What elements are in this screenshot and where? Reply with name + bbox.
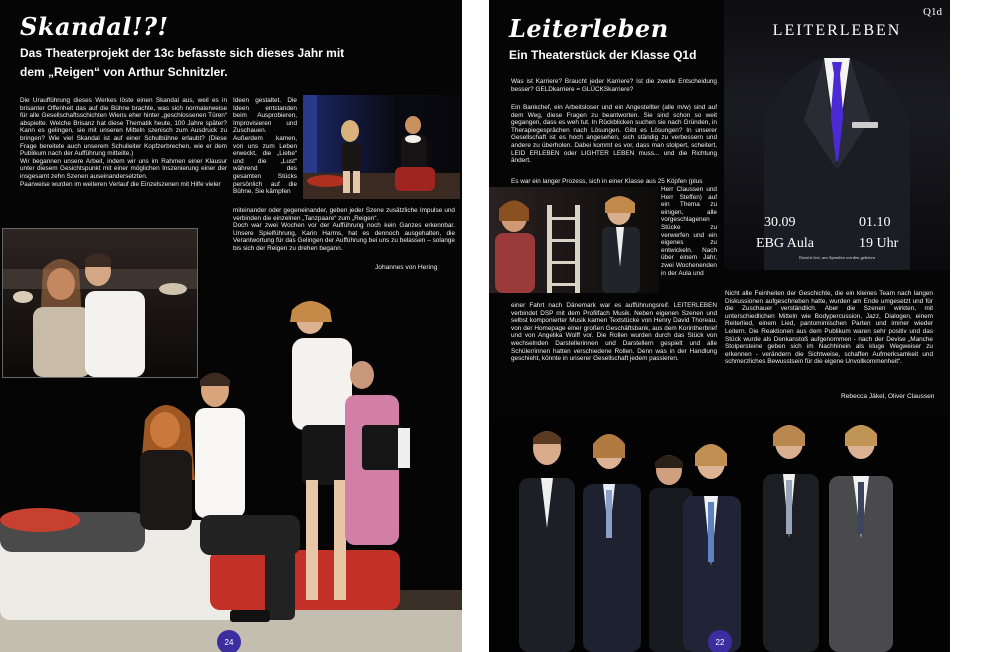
cast-member: [519, 431, 575, 652]
cast-member: [683, 444, 741, 652]
photo-two-actresses: [303, 95, 460, 199]
left-page: [0, 0, 462, 652]
cast-member: [583, 434, 641, 652]
poster-class-label: Q1d: [923, 6, 942, 18]
poster-time: 19 Uhr: [859, 236, 899, 251]
left-text-column-1: Die Uraufführung dieses Werkes löste einen Skandal aus, weil es in brisanter Offenheit das auf die Bühne brachte, was sich normalerweise für alle Gesellschaftsschichten Wiens eher hinter „geschlossenen Türen“ abspielte. Welche Brisanz hat diese Thematik heute, 100 Jahre später? Kann es gelingen, sie mit unseren Mitteln szenisch zum Ausdruck zu bringen? Wie viel Skandal ist auf einer Schulbühne erlaubt? (Diese Frage bereitete auch unserem Schulleiter Kopfzerbrechen, wie er dem Publikum nach der Aufführung mitteilte.) Wir begannen unsere Arbeit, indem wir uns im Rahmen einer Klausur unter diesem Gesichtspunkt mit einer möglichen Inszenierung einer der insgesamt zehn Szenen auseinandersetzten. Paarweise wurden im weiteren Verlauf die Einzelszenen mit Hilfe vieler: [20, 97, 227, 188]
cast-member: [763, 425, 819, 652]
photo-cast-group: [489, 418, 950, 652]
right-page-title: Leiterleben: [509, 14, 669, 43]
right-page-number: 22: [708, 630, 732, 652]
left-page-title: Skandal!?!: [20, 12, 169, 41]
poster-date-2: 01.10: [859, 215, 891, 230]
poster-venue: EBG Aula: [756, 236, 814, 251]
poster-title: LEITERLEBEN: [772, 22, 902, 39]
photo-stage-scene: [0, 290, 462, 652]
poster-note: Eintritt frei, um Spenden werden gebeten: [799, 255, 875, 260]
right-para-2: Ein Bankchef, ein Arbeitsloser und ein Angestellter (alle m/w) sind auf dem Weg, diese Fragen zu beantworten. Sie sind schon so weit gegangen, dass es weh tut. In Rückblicken suchen sie nach Gründen, in Therapiegesprächen nach Lösungen. Gibt es Lösungen? In unserer Gesellschaft ist es hoch angesehen, sich ständig zu verbessern und andere zu überholen. Dabei kommt es vor, dass man stolpert, scheitert, LEID ERLEBEN oder LIGHTER LEBEN muss... und die Richtung ändert.: [511, 104, 717, 165]
right-authors: Rebecca Jäkel, Oliver Claussen: [841, 393, 935, 400]
left-page-subtitle-1: Das Theaterprojekt der 13c befasste sich dieses Jahr mit: [20, 46, 345, 60]
right-page: [489, 0, 950, 652]
cast-member: [829, 425, 893, 652]
left-author: Johannes von Hering: [375, 264, 438, 271]
photo-ladder-scene: [489, 187, 659, 293]
left-text-wide: miteinander oder gegeneinander, geben jeder Szene zusätzliche Impulse und verbinden die einzelnen „Tanzpaare“ zum „Reigen“. Doch war zwei Wochen vor der Aufführung noch kein Ganzes erkennbar. Unsere Spielführung, Karin Harms, hat es dennoch ausgehalten, die Verantwortung für das Gelingen der Aufführung bei uns zu belassen – solange bis sich der Reigen zu drehen begann.: [233, 207, 455, 252]
suit-illustration: [724, 0, 950, 270]
right-para-3-bottom: einer Fahrt nach Dänemark war es aufführungsreif. LEITERLEBEN verbindet DSP mit dem Profilfach Musik. Neben eigenen Szenen und selbst komponierter Musik kamen Textstücke von Henry David Thoreau, von der Homepage einer großen Geschäftsbank, aus dem Korintherbrief und von Angelika Wolff vor. Die Rollen wurden durch das Stück von wechselnden Darstellerinnen und Darstellern gespielt und alle Schüler/innen hatten verschiedene Rollen. Denn was in der Handlung geschieht, könnte in unserer Gesellschaft jedem passieren.: [511, 302, 717, 363]
left-page-number: 24: [217, 630, 241, 652]
event-poster: [724, 0, 950, 270]
right-para-3-top: Es war ein langer Prozess, sich in einer Klasse aus 25 Köpfen (plus: [511, 178, 703, 185]
right-column-text: Nicht alle Feinheiten der Geschichte, die ein kleines Team nach langen Diskussionen aufgeschrieben hatte, wurden am Ende umgesetzt und für die Zuschauer verständlich. Aber die Szenen wirkten, mit unterschiedlichen Mitteln wie Bodypercussion, Jazz, Dialogen, einem Reiterlied, einem Lied, pantomimischen Parten und immer wieder Leitern. Die Reaktionen aus dem Publikum waren sehr positiv und das Stück wurde als Denkanstoß aufgenommen - nach der Devise „Manche Stolpersteine geben sich im Nachhinein als kluge Wegweiser zu erkennen - verändern die Sichtweise, schaffen Aufmerksamkeit und schmerzliches Bewusstsein für die eigene Unvollkommenheit“.: [725, 290, 933, 366]
poster-date-1: 30.09: [764, 215, 796, 230]
left-text-column-2: Ideen gestaltet. Die Ideen entstanden beim Ausprobieren, Improvisieren und Zuschauen. Außerdem kamen, von uns zum Leben erweckt, die „Liebe“ und die „Lust“ während des gesamten Stücks persönlich auf die Bühne. Sie kämpfen: [233, 97, 297, 196]
right-para-1: Was ist Karriere? Braucht jeder Karriere? Ist die zweite Entscheidung besser? GELDkarriere = GLÜCKSkarriere?: [511, 78, 717, 93]
right-para-3-side: Herr Claussen und Herr Steffen) auf ein Thema zu einigen, alle vorgeschlagenen Stücke zu verwerfen und ein eigenes zu entwickeln. Nach über einem Jahr, zwei Wochenenden in der Aula und: [661, 186, 717, 277]
left-page-subtitle-2: dem „Reigen“ von Arthur Schnitzler.: [20, 65, 228, 79]
right-page-subtitle: Ein Theaterstück der Klasse Q1d: [509, 48, 697, 62]
